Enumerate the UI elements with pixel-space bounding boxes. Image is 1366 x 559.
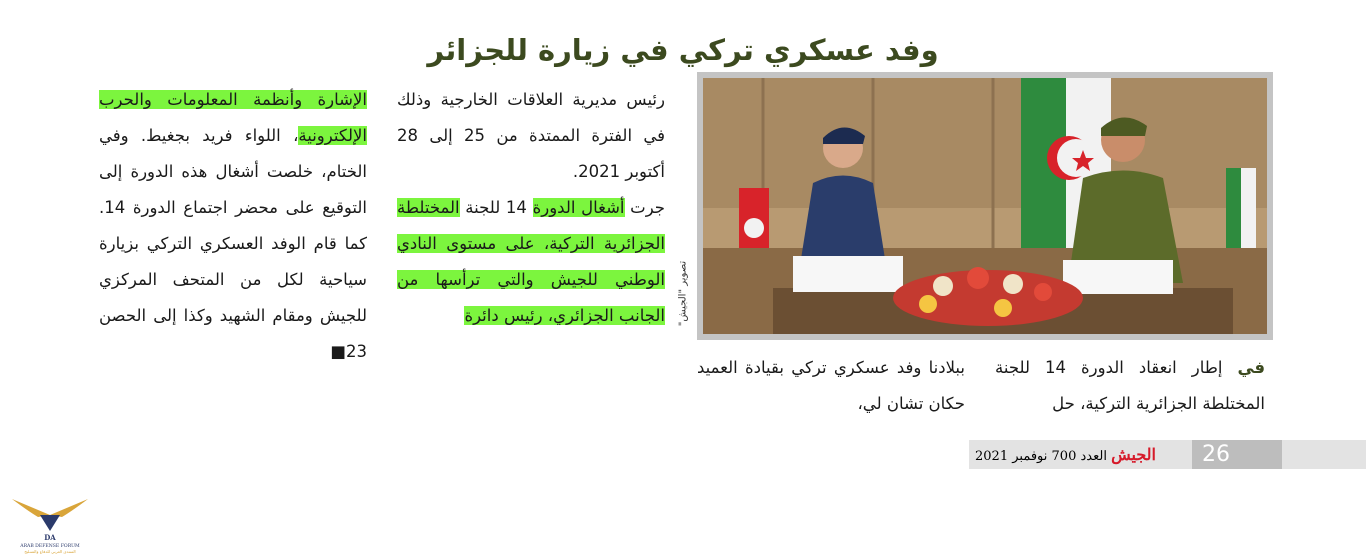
photo-credit: تصوير "الجيش" (677, 260, 689, 327)
paragraph-2: جرت أشغال الدورة 14 للجنة المختلطة الجزائرية التركية، على مستوى النادي الوطني للجيش والتي ترأسها من الجانب الجزائري، رئيس دائرة (397, 198, 665, 325)
article-column-middle (397, 82, 665, 334)
signing-ceremony-image (703, 78, 1267, 334)
page-number: 26 (1192, 440, 1282, 469)
svg-text:DA: DA (44, 533, 56, 542)
article-column-left (99, 82, 367, 370)
highlight-text: المختلطة الجزائرية التركية، على مستوى النادي الوطني للجيش والتي ترأسها من الجانب الجزائري، رئيس دائرة (397, 198, 665, 325)
page-footer (969, 440, 1366, 469)
highlight-text: أشغال الدورة (532, 198, 625, 217)
eagle-logo-icon (8, 495, 92, 555)
highlight-text: الإشارة وأنظمة المعلومات والحرب الإلكترونية (99, 90, 367, 145)
paragraph-1: رئيس مديرية العلاقات الخارجية وذلك في الفترة الممتدة من 25 إلى 28 أكتوبر 2021. (397, 90, 665, 181)
forum-logo (8, 495, 92, 555)
end-mark: ■ (330, 342, 346, 361)
photo-caption-left: ببلادنا وفد عسكري تركي بقيادة العميد حكان تشان لي، (697, 358, 965, 413)
photo-caption-right: في إطار انعقاد الدورة 14 للجنة المختلطة الجزائرية التركية، حل (995, 358, 1266, 413)
svg-text:ARAB DEFENSE FORUM: ARAB DEFENSE FORUM (20, 544, 80, 549)
svg-text:المنتدى العربي للدفاع والتسليح: المنتدى العربي للدفاع والتسليح (24, 549, 76, 554)
paragraph-3: الإشارة وأنظمة المعلومات والحرب الإلكترونية، اللواء فريد بجغيط. وفي الختام، خلصت أشغال هذه الدورة إلى التوقيع على محضر اجتماع الدورة 14. كما قام الوفد العسكري التركي بزيارة سياحية لكل من المتحف المركزي للجيش ومقام الشهيد وكذا إلى الحصن 23■ (99, 90, 367, 361)
publication-info: الجيش العدد 700 نوفمبر 2021 (975, 445, 1156, 464)
article-photo (697, 72, 1273, 340)
brand-name: الجيش (1111, 445, 1156, 464)
caption-mark: في (1237, 358, 1266, 377)
article-title: وفد عسكري تركي في زيارة للجزائر (427, 33, 939, 68)
